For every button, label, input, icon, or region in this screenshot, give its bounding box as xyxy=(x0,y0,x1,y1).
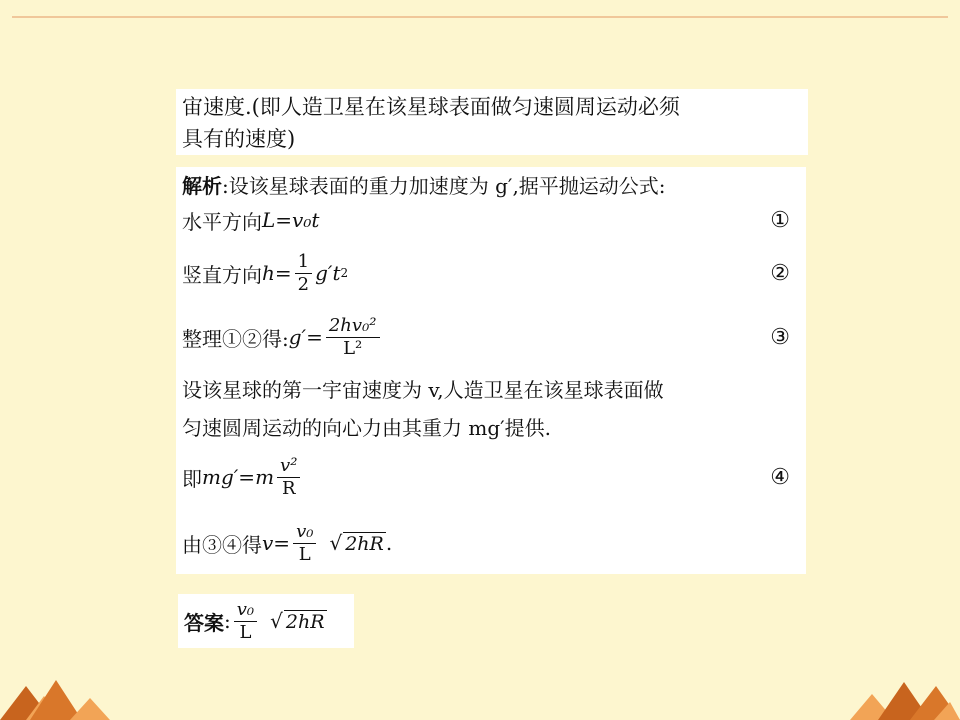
equation-result xyxy=(182,519,800,567)
radicand: 2hR xyxy=(285,610,325,633)
equation-number-4: ④ xyxy=(770,464,790,490)
solution-intro-text: :设该星球表面的重力加速度为 g′,据平抛运动公式: xyxy=(222,173,666,198)
centripetal-lhs: mg′=m xyxy=(202,465,275,489)
fraction-half xyxy=(295,251,312,296)
equation-vertical xyxy=(182,251,800,295)
radicand: 2hR xyxy=(345,532,384,555)
answer-colon: : xyxy=(224,609,231,633)
fraction-numerator: v₀ xyxy=(293,521,316,544)
ji-label: 即 xyxy=(182,466,202,491)
vertical-label: 竖直方向 xyxy=(182,262,262,287)
fraction-result xyxy=(293,521,316,566)
decoration-right xyxy=(850,668,960,720)
sqrt-result xyxy=(329,531,385,555)
fraction-numerator: 1 xyxy=(295,251,312,274)
combine-label: 整理①②得: xyxy=(182,326,289,351)
equation-number-3: ③ xyxy=(770,324,790,350)
combine-lhs: g′= xyxy=(288,325,323,349)
paragraph-line-2: 匀速圆周运动的向心力由其重力 mg′提供. xyxy=(182,415,552,440)
solution-intro xyxy=(182,169,800,199)
fraction-denominator: L xyxy=(298,543,311,565)
paragraph-line-1: 设该星球的第一宇宙速度为 v,人造卫星在该星球表面做 xyxy=(182,377,664,402)
fraction-numerator: v² xyxy=(277,455,300,478)
horizontal-label: 水平方向 xyxy=(182,209,262,234)
fraction-centripetal xyxy=(277,455,300,500)
equation-number-1: ① xyxy=(770,207,790,233)
vertical-lhs: h= xyxy=(262,261,292,285)
result-lhs: v= xyxy=(262,531,291,555)
equation-number-2: ② xyxy=(770,260,790,286)
vertical-exponent: 2 xyxy=(340,266,349,280)
fraction-combined xyxy=(326,315,380,360)
fraction-denominator: L² xyxy=(343,337,363,359)
vertical-rhs: g′t xyxy=(315,261,341,285)
fraction-denominator: L xyxy=(239,621,252,643)
answer-box xyxy=(178,594,354,648)
fraction-numerator: v₀ xyxy=(234,599,257,622)
continuation-line-1: 宙速度.(即人造卫星在该星球表面做匀速圆周运动必须 xyxy=(182,95,680,119)
top-rule xyxy=(12,16,948,18)
text-box-continuation xyxy=(176,89,808,155)
equation-combined xyxy=(182,313,800,361)
decoration-left xyxy=(0,668,110,720)
fraction-denominator: R xyxy=(281,477,296,499)
fraction-numerator: 2hv₀² xyxy=(326,315,380,338)
answer-label: 答案 xyxy=(184,610,224,635)
solution-box xyxy=(176,167,806,574)
horizontal-equation: L=v₀t xyxy=(262,208,320,232)
solution-label: 解析 xyxy=(182,173,222,198)
fraction-answer xyxy=(234,599,257,644)
result-period: . xyxy=(385,531,393,555)
equation-horizontal xyxy=(182,205,800,235)
result-label: 由③④得 xyxy=(182,532,262,557)
equation-centripetal xyxy=(182,453,800,501)
radical-sign: √ xyxy=(329,531,343,555)
radical-sign: √ xyxy=(270,609,283,633)
answer-line xyxy=(184,598,348,644)
sqrt-answer xyxy=(270,609,326,633)
continuation-line-2: 具有的速度) xyxy=(182,127,296,151)
fraction-denominator: 2 xyxy=(297,273,310,295)
